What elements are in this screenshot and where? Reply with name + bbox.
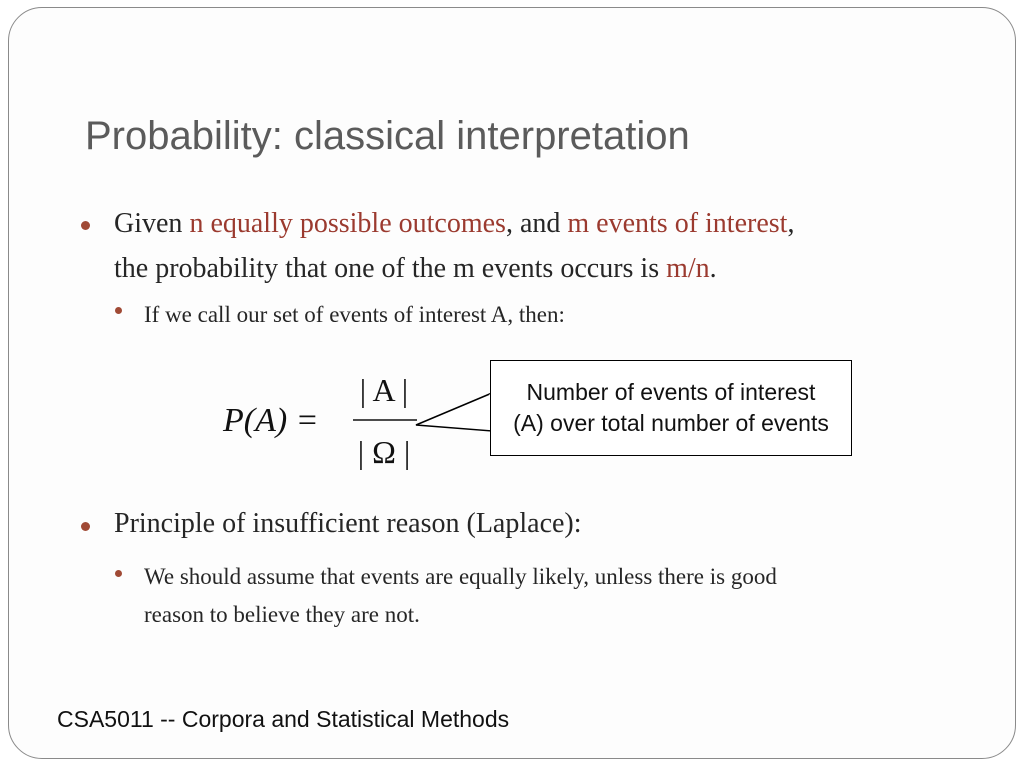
callout-box xyxy=(490,360,852,456)
formula-numerator: | A | xyxy=(359,372,409,408)
formula-denominator: | Ω | xyxy=(357,434,411,470)
bullet-dot xyxy=(81,221,90,230)
text-comma: , xyxy=(787,208,795,239)
slide-footer: CSA5011 -- Corpora and Statistical Methods xyxy=(57,706,510,732)
text-given: Given xyxy=(114,208,190,239)
sub-bullet-dot xyxy=(115,570,122,577)
callout-pointer xyxy=(414,393,494,433)
text-period: . xyxy=(709,253,717,284)
sub-bullet-dot xyxy=(115,307,122,314)
highlight-equally-possible-outcomes: n equally possible outcomes xyxy=(189,208,506,239)
bullet-dot xyxy=(81,522,90,531)
sub-bullet-1: If we call our set of events of interest A, then: xyxy=(144,302,565,327)
slide-frame xyxy=(8,7,1016,759)
slide-title: Probability: classical interpretation xyxy=(85,114,690,158)
bullet-1-line-2 xyxy=(114,246,717,291)
highlight-events-of-interest: m events of interest xyxy=(567,208,788,239)
bullet-2: Principle of insufficient reason (Laplace): xyxy=(114,508,582,539)
text-probability: the probability that one of the m events occurs is xyxy=(114,253,667,284)
probability-formula xyxy=(209,368,439,478)
formula-lhs: P(A) = xyxy=(223,402,319,439)
sub-bullet-2-line-2: reason to believe they are not. xyxy=(144,602,420,627)
highlight-m-over-n: m/n xyxy=(666,253,710,284)
bullet-1-line-1 xyxy=(114,201,794,246)
sub-bullet-2-line-1: We should assume that events are equally likely, unless there is good xyxy=(144,564,777,589)
callout-text: Number of events of interest (A) over total number of events xyxy=(513,379,829,436)
text-and: , and xyxy=(505,208,568,239)
